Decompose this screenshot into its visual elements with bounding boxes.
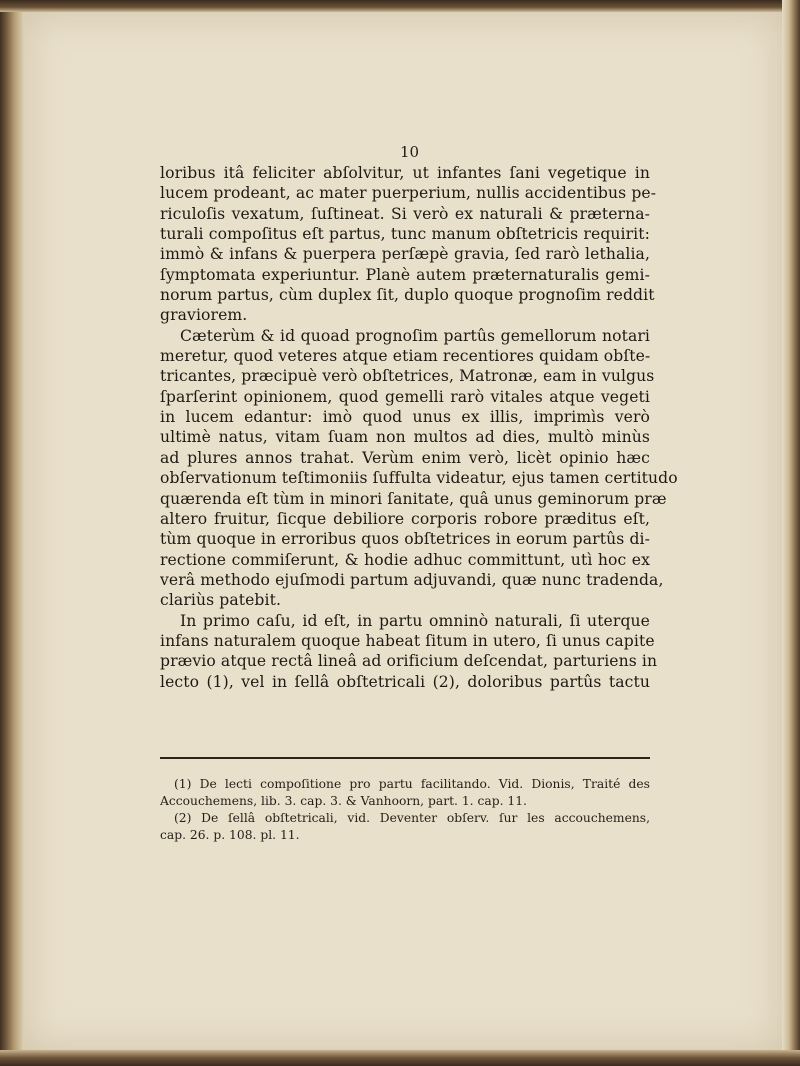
- text-line: loribus itâ feliciter abſolvitur, ut infantes ſani vegetique in: [160, 164, 650, 182]
- text-line: ſparſerint opinionem, quod gemelli rarò vitales atque vegeti: [160, 387, 650, 406]
- text-line: turali compoſitus eſt partus, tunc manum obſtetricis requirit:: [160, 225, 650, 244]
- text-line: ultimè natus, vitam ſuam non multos ad dies, multò minùs: [160, 428, 650, 447]
- footnote-line: (1) De lecti compoſitione pro partu facilitando. Vid. Dionis, Traité des: [174, 777, 650, 791]
- text-line: riculoſis vexatum, ſuſtineat. Si verò ex naturali & præterna-: [160, 204, 650, 223]
- text-line: tùm quoque in erroribus quos obſtetrices in eorum partûs di-: [160, 530, 650, 549]
- text-line: ſymptomata experiuntur. Planè autem præternaturalis gemi-: [160, 265, 650, 284]
- text-line: in lucem edantur: imò quod unus ex illis, imprimìs verò: [160, 408, 650, 427]
- text-line: rectione commiſerunt, & hodie adhuc committunt, utì hoc ex: [160, 550, 650, 569]
- footnotes: [160, 776, 650, 844]
- text-line: quærenda eſt tùm in minori ſanitate, quâ unus geminorum præ: [160, 489, 667, 508]
- footnote-line: cap. 26. p. 108. pl. 11.: [160, 828, 300, 842]
- text-line: verâ methodo ejuſmodi partum adjuvandi, quæ nunc tradenda,: [160, 570, 664, 589]
- main-text: [160, 163, 678, 692]
- page-bottom-edge: [0, 1050, 800, 1066]
- text-line: lecto (1), vel in ſellâ obſtetricali (2), doloribus partûs tactu: [160, 672, 650, 691]
- text-line: immò & infans & puerpera perſæpè gravia, ſed rarò lethalia,: [160, 245, 650, 264]
- page-right-edge: [782, 0, 800, 1066]
- text-line: lucem prodeant, ac mater puerperium, nullis accidentibus pe-: [160, 184, 657, 203]
- text-line: altero fruitur, ſicque debiliore corporis robore præditus eſt,: [160, 509, 650, 528]
- text-line: norum partus, cùm duplex ſit, duplo quoque prognoſim reddit: [160, 286, 655, 305]
- page-top-edge: [0, 0, 800, 12]
- text-line: In primo caſu, id eſt, in partu omninò naturali, ſi uterque: [180, 611, 650, 630]
- text-line: obſervationum teſtimoniis ſuffulta videatur, ejus tamen certitudo: [160, 469, 678, 488]
- footnote-line: (2) De ſellâ obſtetricali, vid. Deventer obſerv. ſur les accouchemens,: [174, 811, 650, 825]
- text-line: prævio atque rectâ lineâ ad orificium deſcendat, parturiens in: [160, 652, 658, 671]
- text-line: infans naturalem quoque habeat ſitum in utero, ſi unus capite: [160, 631, 655, 650]
- footnote-rule: [160, 757, 650, 759]
- text-line: graviorem.: [160, 306, 248, 325]
- footnote-line: Accouchemens, lib. 3. cap. 3. & Vanhoorn, part. 1. cap. 11.: [160, 794, 527, 808]
- text-line: ad plures annos trahat. Verùm enim verò, licèt opinio hæc: [160, 448, 650, 467]
- text-line: meretur, quod veteres atque etiam recentiores quidam obſte-: [160, 347, 651, 366]
- text-line: tricantes, præcipuè verò obſtetrices, Matronæ, eam in vulgus: [160, 367, 655, 386]
- book-binding: [0, 0, 24, 1066]
- text-line: Cæterùm & id quoad prognoſim partûs gemellorum notari: [180, 326, 650, 345]
- text-line: clariùs patebit.: [160, 591, 282, 610]
- page-number: 10: [400, 143, 420, 161]
